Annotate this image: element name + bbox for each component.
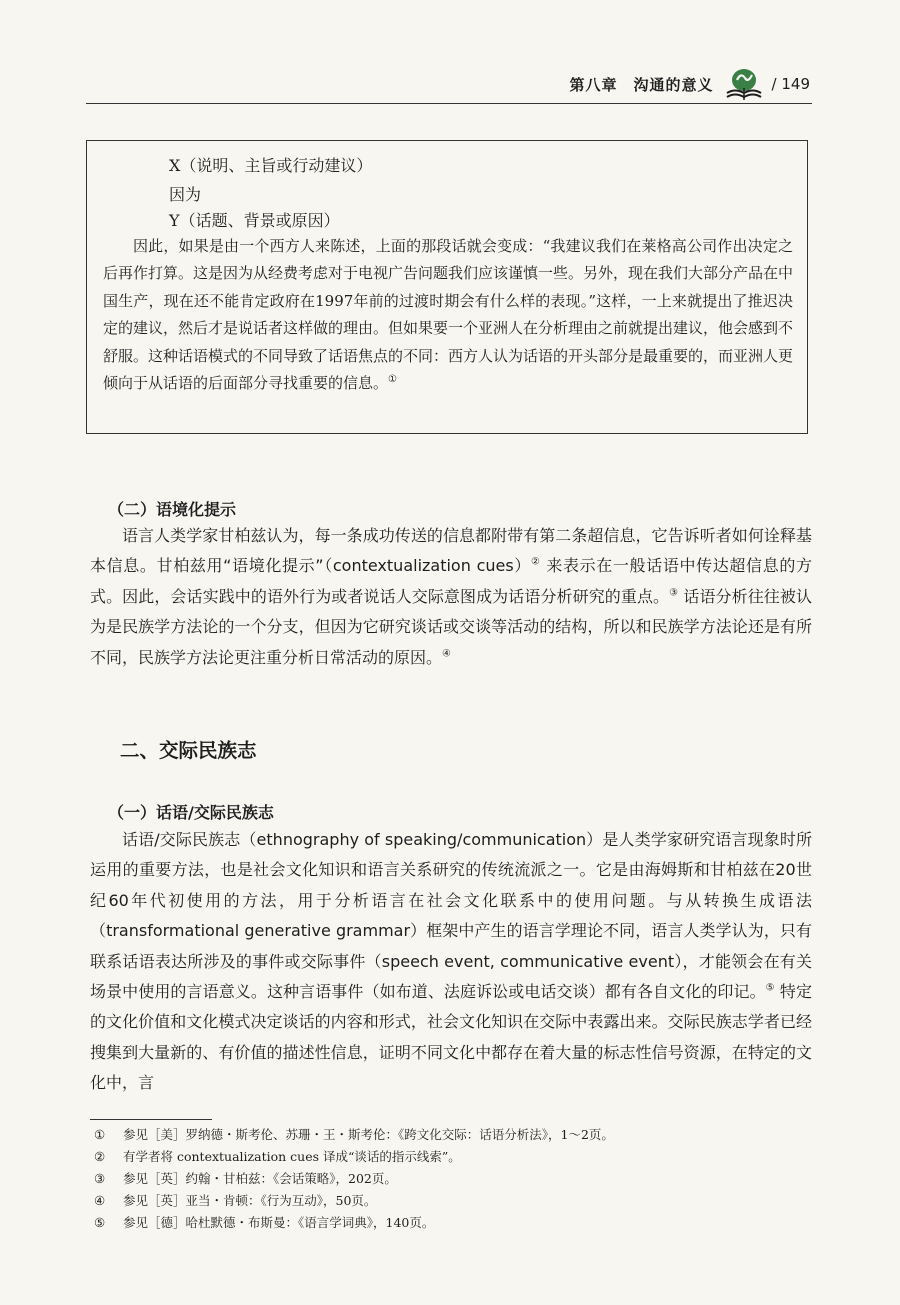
paragraph-text: 特定的文化价值和文化模式决定谈话的内容和形式，社会文化知识在交际中表露出来。交际民族志学者已经搜集到大量新的、有价值的描述性信息，证明不同文化中都存在着大量的标志性信号资源，在特定的文化中，言 bbox=[90, 982, 812, 1093]
section-heading-ethnography-of-communication: 二、交际民族志 bbox=[120, 739, 257, 762]
footnote-ref-2: ② bbox=[531, 557, 541, 569]
footnotes bbox=[94, 1123, 806, 1233]
footnote-mark: ③ bbox=[94, 1170, 106, 1186]
box-paragraph bbox=[103, 233, 793, 397]
footnote-item bbox=[94, 1123, 806, 1145]
section-heading-contextualization: （二）语境化提示 bbox=[108, 500, 237, 519]
running-header bbox=[570, 66, 810, 102]
footnote-text: 参见［美］罗纳德・斯考伦、苏珊・王・斯考伦：《跨文化交际：话语分析法》，1～2页。 bbox=[123, 1127, 614, 1142]
paragraph-text: 话语分析往往被认为是民族学方法论的一个分支，但因为它研究谈话或交谈等活动的结构，所以和民族学方法论还是有所不同，民族学方法论更注重分析日常活动的原因。 bbox=[90, 586, 812, 667]
paragraph-text: 语言人类学家甘柏兹认为，每一条成功传送的信息都附带有第二条超信息，它告诉听者如何诠释基本信息。甘柏兹用“语境化提示”（contextualization cues） bbox=[90, 526, 812, 576]
footnote-mark: ④ bbox=[94, 1192, 106, 1208]
footnote-ref-5: ⑤ bbox=[765, 982, 775, 994]
paragraph-text: 话语/交际民族志（ethnography of speaking/communication）是人类学家研究语言现象时所运用的重要方法，也是社会文化知识和语言关系研究的传统流派之一。它是由海姆斯和甘柏兹在20世纪60年代初使用的方法，用于分析语言在社会文化联系中的使用问题。与从转换生成语法（transformational generative grammar）框架中产生的语言学理论不同，语言人类学认为，只有联系话语表达所涉及的事件或交际事件（speech event, communicative event），才能领会在有关场景中使用的言语意义。这种言语事件（如布道、法庭诉讼或电话交谈）都有各自文化的印记。 bbox=[90, 830, 812, 1002]
paragraph-contextualization bbox=[90, 521, 812, 673]
example-box bbox=[86, 140, 808, 434]
formula-x: X（说明、主旨或行动建议） bbox=[169, 156, 373, 175]
footnote-item bbox=[94, 1145, 806, 1167]
footnote-text: 参见［英］亚当・肯顿：《行为互动》，50页。 bbox=[123, 1193, 377, 1208]
paragraph-ethnography bbox=[90, 825, 812, 1099]
footnote-item bbox=[94, 1211, 806, 1233]
paragraph-text: 来表示在一般话语中传达超信息的方式。因此，会话实践中的语外行为或者说话人交际意图成为话语分析研究的重点。 bbox=[90, 556, 812, 606]
footnote-mark: ① bbox=[94, 1126, 106, 1142]
formula-because: 因为 bbox=[169, 185, 202, 204]
chapter-title: 第八章 沟通的意义 bbox=[569, 75, 714, 94]
footnote-rule bbox=[90, 1119, 212, 1120]
footnote-text: 参见［英］约翰・甘柏兹：《会话策略》，202页。 bbox=[123, 1171, 397, 1186]
footnote-ref-1: ① bbox=[388, 374, 397, 386]
footnote-text: 有学者将 contextualization cues 译成“谈话的指示线索”。 bbox=[123, 1149, 461, 1164]
box-paragraph-text: 因此，如果是由一个西方人来陈述，上面的那段话就会变成：“我建议我们在莱格高公司作出决定之后再作打算。这是因为从经费考虑对于电视广告问题我们应该谨慎一些。另外，现在我们大部分产品在中国生产，现在还不能肯定政府在1997年前的过渡时期会有什么样的表现。”这样，一上来就提出了推迟决定的建议，然后才是说话者这样做的理由。但如果要一个亚洲人在分析理由之前就提出建议，他会感到不舒服。这种话语模式的不同导致了话语焦点的不同：西方人认为话语的开头部分是最重要的，而亚洲人更倾向于从话语的后面部分寻找重要的信息。 bbox=[103, 237, 794, 393]
page-number: / 149 bbox=[771, 75, 810, 93]
footnote-mark: ⑤ bbox=[94, 1214, 106, 1230]
footnote-ref-3: ③ bbox=[669, 587, 679, 599]
footnote-text: 参见［德］哈杜默德・布斯曼：《语言学词典》，140页。 bbox=[123, 1215, 435, 1230]
formula-y: Y（话题、背景或原因） bbox=[169, 211, 340, 230]
header-rule bbox=[86, 103, 812, 104]
section-heading-speaking-ethnography: （一）话语/交际民族志 bbox=[108, 803, 274, 822]
footnote-mark: ② bbox=[94, 1148, 106, 1164]
footnote-ref-4: ④ bbox=[442, 648, 451, 660]
footnote-item bbox=[94, 1167, 806, 1189]
book-logo-icon bbox=[724, 66, 764, 102]
footnote-item bbox=[94, 1189, 806, 1211]
